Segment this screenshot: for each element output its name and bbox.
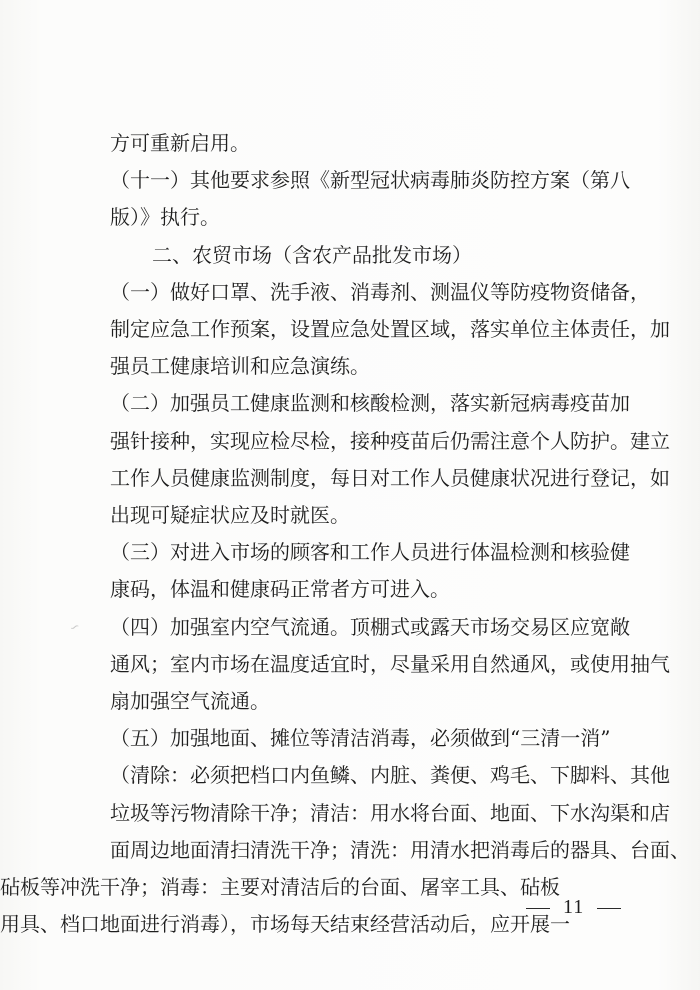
text-line: （四）加强室内空气流通。顶棚式或露天市场交易区应宽敞 [110, 614, 630, 639]
text-line: 砧板等冲洗干净；消毒：主要对清洁后的台面、屠宰工具、砧板 [0, 875, 560, 899]
text-line: 强员工健康培训和应急演练。 [110, 354, 370, 379]
text-line: 用具、档口地面进行消毒），市场每天结束经营活动后，应开展一 [0, 912, 570, 937]
text-line: 康码，体温和健康码正常者方可进入。 [110, 577, 450, 602]
text-line: 版）》执行。 [110, 205, 220, 230]
text-line: 垃圾等污物清除干净；清洁：用水将台面、地面、下水沟渠和店 [110, 800, 670, 825]
text-line: （十一）其他要求参照《新型冠状病毒肺炎防控方案（第八 [110, 168, 630, 193]
text-line: （一）做好口罩、洗手液、消毒剂、测温仪等防疫物资储备， [110, 279, 650, 304]
page-number-value: 11 [563, 896, 585, 918]
text-line: 扇加强空气流通。 [110, 689, 270, 713]
text-line: （五）加强地面、摊位等清洁消毒，必须做到“三清一消” [110, 726, 611, 751]
text-line: 面周边地面清扫清洗干净；清洗：用清水把消毒后的器具、台面、 [110, 837, 690, 862]
section-heading: 二、农贸市场（含农产品批发市场） [152, 242, 472, 267]
text-line: 强针接种，实现应检尽检，接种疫苗后仍需注意个人防护。建立 [110, 428, 670, 453]
text-line: 出现可疑症状应及时就医。 [110, 503, 350, 527]
page-number-dash-left [526, 908, 550, 909]
text-line: 制定应急工作预案，设置应急处置区域，落实单位主体责任，加 [110, 317, 670, 341]
page-number-dash-right [597, 908, 621, 909]
text-line: 工作人员健康监测制度，每日对工作人员健康状况进行登记，如 [110, 465, 670, 490]
scan-mark: ∽ [67, 618, 83, 636]
text-line: （二）加强员工健康监测和核酸检测，落实新冠病毒疫苗加 [110, 391, 630, 416]
text-line: （清除：必须把档口内鱼鳞、内脏、粪便、鸡毛、下脚料、其他 [110, 763, 670, 788]
text-line: 方可重新启用。 [110, 131, 250, 155]
text-line: 通风；室内市场在温度适宜时，尽量采用自然通风，或使用抽气 [110, 651, 670, 676]
text-line: （三）对进入市场的顾客和工作人员进行体温检测和核验健 [110, 540, 630, 565]
